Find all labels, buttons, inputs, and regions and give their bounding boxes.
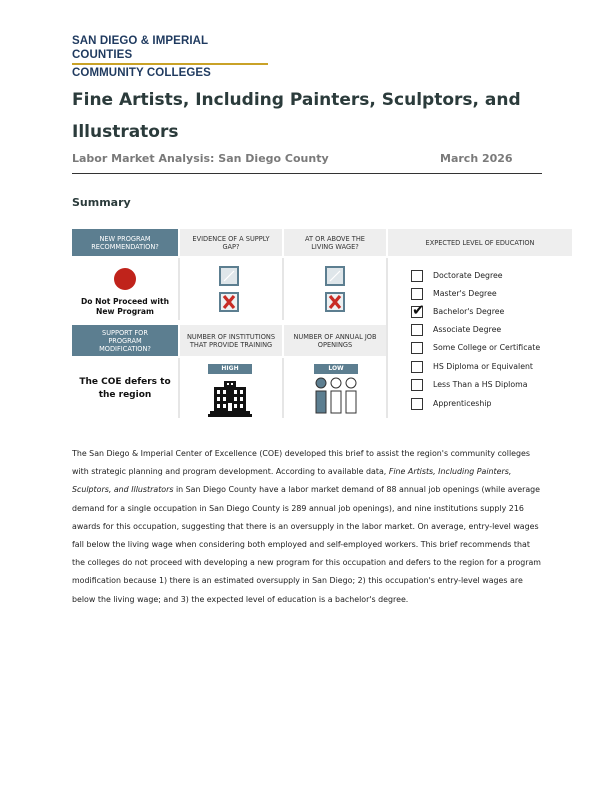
institutions-level-badge: HIGH <box>208 364 252 374</box>
paragraph-rest: in San Diego County have a labor market demand of 88 annual job openings (while average demand for a single occupation in San Diego County is 289 annual job openings), and nine institutions supply 216 awards for this occupation, suggesting that there is an oversupply in the labor market. On average, entry-level wages fall below the living wage when considering both employed and self-employed workers. This brief recommends that the colleges do not proceed with developing a new program for this occupation and defers to the region for a program modification because 1) there is an estimated oversupply in San Diego; 2) this occupation's entry-level wages are below the living wage; and 3) the expected level of education is a bachelor's degree. <box>72 485 541 604</box>
education-label: HS Diploma or Equivalent <box>433 362 533 371</box>
title-line-2: Illustrators <box>72 122 179 142</box>
education-label: Master's Degree <box>433 289 497 298</box>
checkmark-icon: ✔ <box>412 301 425 319</box>
building-icon <box>208 379 252 417</box>
paragraph-intro: The San Diego & Imperial Center of Excellence (COE) developed this brief to assist the region's community colleges with strategic planning and program development. According to available data, <box>72 449 530 477</box>
education-label: Apprenticeship <box>433 399 492 408</box>
report-subtitle: Labor Market Analysis: San Diego County <box>72 152 329 165</box>
empty-check-box-icon <box>219 266 239 286</box>
red-x-box-icon <box>325 292 345 312</box>
logo-divider <box>72 63 268 65</box>
title-divider <box>72 173 542 174</box>
checkbox-icon <box>411 270 423 282</box>
checkbox-icon <box>411 288 423 300</box>
column-divider <box>282 358 284 418</box>
subtitle-row <box>72 152 542 165</box>
summary-paragraph <box>72 445 542 609</box>
checkbox-icon <box>411 398 423 410</box>
recommendation-text: Do Not Proceed with New Program <box>80 297 170 316</box>
header-supply-gap: EVIDENCE OF A SUPPLY GAP? <box>180 229 282 256</box>
education-label: Associate Degree <box>433 325 502 334</box>
education-label: Less Than a HS Diploma <box>433 380 528 389</box>
red-x-box-icon <box>219 292 239 312</box>
column-divider <box>178 358 180 418</box>
coe-defers-text: The COE defers to the region <box>79 377 171 400</box>
summary-heading: Summary <box>72 196 131 209</box>
logo-line-1: SAN DIEGO & IMPERIAL COUNTIES <box>72 35 208 61</box>
education-label: Some College or Certificate <box>433 343 541 352</box>
title-line-1: Fine Artists, Including Painters, Sculptors, and <box>72 90 521 110</box>
red-status-icon <box>114 268 136 290</box>
empty-check-box-icon <box>325 266 345 286</box>
people-icon <box>313 377 359 415</box>
header-support-modification: SUPPORT FOR PROGRAM MODIFICATION? <box>72 325 178 356</box>
checkbox-icon <box>411 361 423 373</box>
column-divider <box>282 258 284 320</box>
education-label: Bachelor's Degree <box>433 307 505 316</box>
column-divider <box>178 258 180 320</box>
column-divider <box>386 258 388 418</box>
header-education: EXPECTED LEVEL OF EDUCATION <box>388 229 572 256</box>
checkbox-icon <box>411 342 423 354</box>
education-label: Doctorate Degree <box>433 271 503 280</box>
logo-line-2: COMMUNITY COLLEGES <box>72 66 211 79</box>
header-openings: NUMBER OF ANNUAL JOB OPENINGS <box>284 325 386 356</box>
header-institutions: NUMBER OF INSTITUTIONS THAT PROVIDE TRAINING <box>180 325 282 356</box>
college-logo <box>72 34 268 80</box>
occupation-name: Fine Artists, Including Painters, Sculptors, and Illustrators <box>72 467 512 495</box>
openings-level-badge: LOW <box>314 364 358 374</box>
report-date: March 2026 <box>440 152 513 165</box>
header-new-program: NEW PROGRAM RECOMMENDATION? <box>72 229 178 256</box>
page-title <box>72 84 542 148</box>
header-living-wage: AT OR ABOVE THE LIVING WAGE? <box>284 229 386 256</box>
checkbox-icon <box>411 324 423 336</box>
checkbox-icon <box>411 379 423 391</box>
